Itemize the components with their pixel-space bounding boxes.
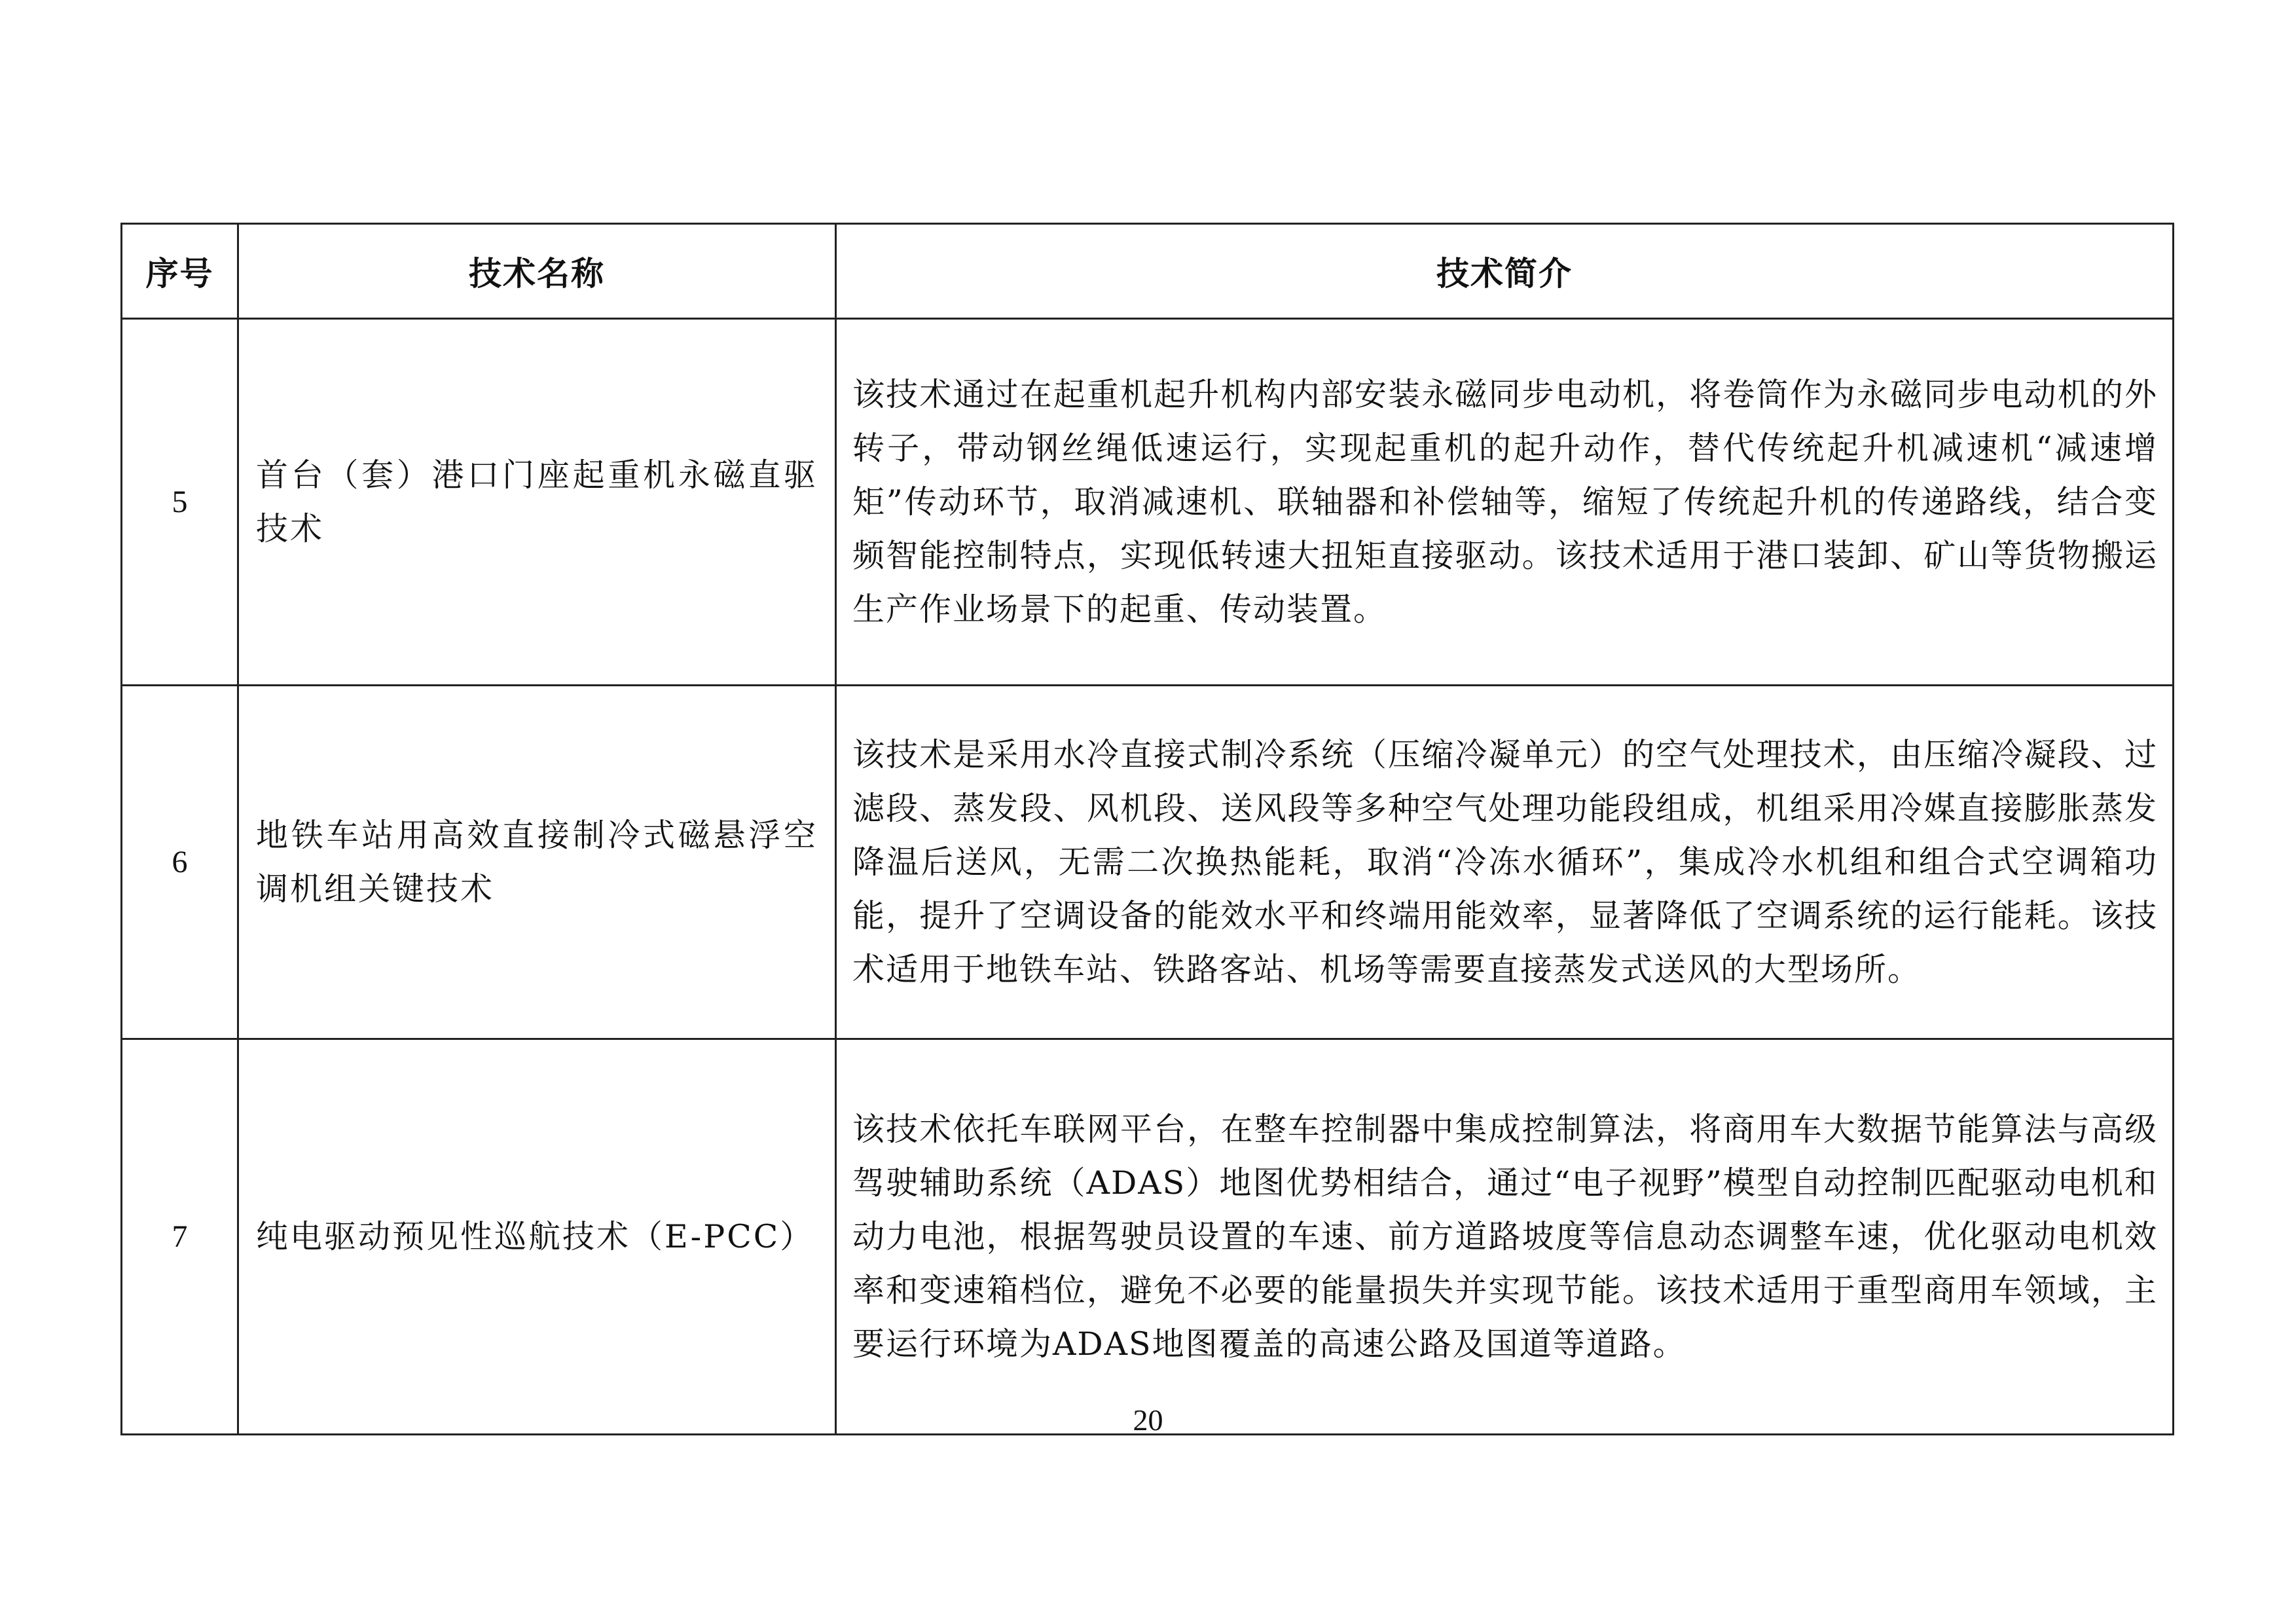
header-num: 序号	[122, 224, 238, 319]
page-number: 20	[1133, 1403, 1163, 1437]
tech-name: 地铁车站用高效直接制冷式磁悬浮空调机组关键技术	[238, 686, 836, 1039]
row-number: 5	[122, 319, 238, 686]
table-row	[122, 686, 2174, 1039]
header-name: 技术名称	[238, 224, 836, 319]
table-header-row	[122, 224, 2174, 319]
row-number: 7	[122, 1039, 238, 1435]
tech-description: 该技术依托车联网平台，在整车控制器中集成控制算法，将商用车大数据节能算法与高级驾驶辅助系统（ADAS）地图优势相结合，通过“电子视野”模型自动控制匹配驱动电机和动力电池，根据驾驶员设置的车速、前方道路坡度等信息动态调整车速，优化驱动电机效率和变速箱档位，避免不必要的能量损失并实现节能。该技术适用于重型商用车领域，主要运行环境为ADAS地图覆盖的高速公路及国道等道路。	[836, 1039, 2174, 1435]
header-desc: 技术简介	[836, 224, 2174, 319]
row-number: 6	[122, 686, 238, 1039]
tech-name: 纯电驱动预见性巡航技术（E-PCC）	[238, 1039, 836, 1435]
technology-table	[120, 223, 2174, 1435]
tech-name: 首台（套）港口门座起重机永磁直驱技术	[238, 319, 836, 686]
tech-description: 该技术通过在起重机起升机构内部安装永磁同步电动机，将卷筒作为永磁同步电动机的外转子，带动钢丝绳低速运行，实现起重机的起升动作，替代传统起升机减速机“减速增矩”传动环节，取消减速机、联轴器和补偿轴等，缩短了传统起升机的传递路线，结合变频智能控制特点，实现低转速大扭矩直接驱动。该技术适用于港口装卸、矿山等货物搬运生产作业场景下的起重、传动装置。	[836, 319, 2174, 686]
table-row	[122, 319, 2174, 686]
tech-description: 该技术是采用水冷直接式制冷系统（压缩冷凝单元）的空气处理技术，由压缩冷凝段、过滤段、蒸发段、风机段、送风段等多种空气处理功能段组成，机组采用冷媒直接膨胀蒸发降温后送风，无需二次换热能耗，取消“冷冻水循环”，集成冷水机组和组合式空调箱功能，提升了空调设备的能效水平和终端用能效率，显著降低了空调系统的运行能耗。该技术适用于地铁车站、铁路客站、机场等需要直接蒸发式送风的大型场所。	[836, 686, 2174, 1039]
table-row	[122, 1039, 2174, 1435]
